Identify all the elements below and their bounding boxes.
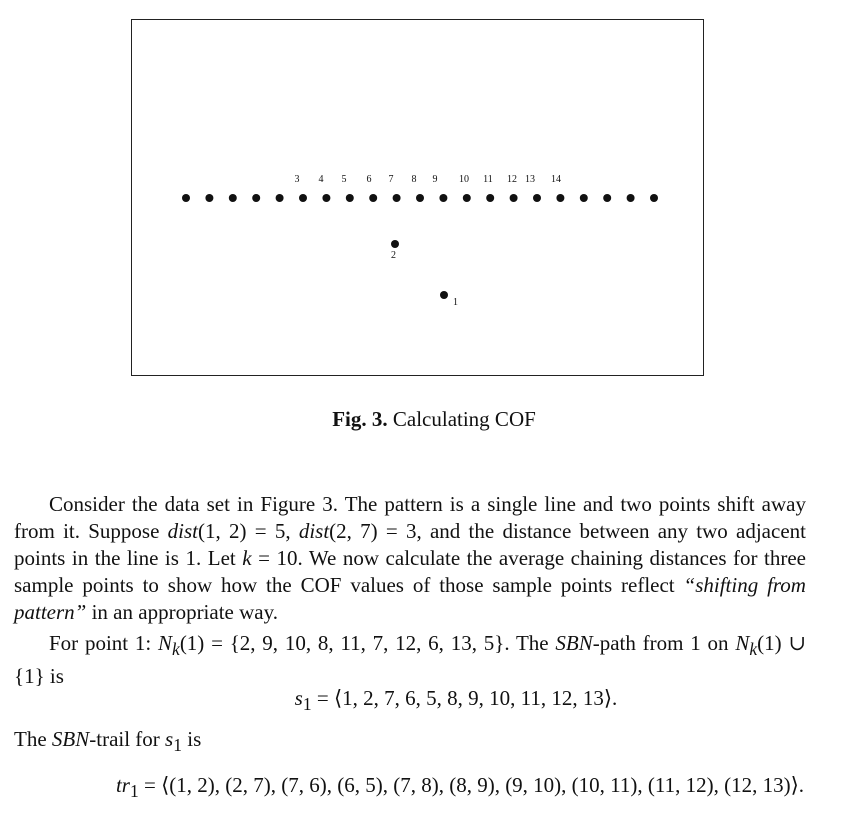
p3-text-c: is bbox=[181, 727, 202, 751]
line-point bbox=[556, 194, 564, 202]
line-point-label-14: 14 bbox=[551, 174, 561, 185]
point-1-label: 1 bbox=[453, 297, 458, 308]
eq2-rhs: = ⟨(1, 2), (2, 7), (7, 6), (6, 5), (7, 8), (8, 9), (9, 10), (10, 11), (11, 12), (12, 13)⟩. bbox=[138, 773, 805, 797]
line-point bbox=[229, 194, 237, 202]
eq1-sub: 1 bbox=[302, 694, 312, 715]
equation-s1 bbox=[22, 686, 868, 715]
p1-dist-b: dist bbox=[298, 519, 330, 543]
p2-text-d: (1) ∪ {1} is bbox=[14, 631, 806, 689]
eq1-rhs: = ⟨1, 2, 7, 6, 5, 8, 9, 10, 11, 12, 13⟩. bbox=[311, 686, 618, 710]
p1-text-b: (1, 2) = 5, bbox=[198, 519, 299, 543]
p2-text-b: (1) = {2, 9, 10, 8, 11, 7, 12, 6, 13, 5}. The bbox=[179, 631, 556, 655]
eq2-lhs: tr bbox=[115, 773, 130, 797]
p3-sub: 1 bbox=[173, 735, 182, 756]
p2-sbn: SBN bbox=[555, 631, 593, 655]
line-point-label-13: 13 bbox=[525, 174, 535, 185]
eq1-lhs: s bbox=[294, 686, 303, 710]
p1-emphasis: “shifting from pattern” bbox=[14, 573, 806, 624]
line-points bbox=[182, 194, 658, 202]
equation-tr1 bbox=[26, 773, 868, 802]
line-point bbox=[276, 194, 284, 202]
line-point-label-5: 5 bbox=[341, 174, 347, 185]
p2-n2: N bbox=[735, 631, 750, 655]
line-point-label-8: 8 bbox=[411, 174, 417, 185]
p1-text-c: (2, 7) = 3, and the distance between any two adjacent points in the line is 1. Let bbox=[14, 519, 806, 570]
point-2-label: 2 bbox=[391, 250, 396, 261]
p3-s: s bbox=[165, 727, 174, 751]
line-point bbox=[205, 194, 213, 202]
line-point bbox=[252, 194, 260, 202]
p3-text-b: -trail for bbox=[89, 727, 166, 751]
figure-caption bbox=[0, 407, 868, 432]
line-point-labels bbox=[295, 174, 562, 185]
line-point bbox=[182, 194, 190, 202]
p2-text-c: -path from 1 on bbox=[592, 631, 736, 655]
caption-text: Calculating COF bbox=[392, 407, 536, 431]
line-point bbox=[650, 194, 658, 202]
p2-text-a: For point 1: bbox=[49, 631, 159, 655]
line-point bbox=[533, 194, 541, 202]
p3-text-a: The bbox=[14, 727, 52, 751]
p1-text-e: in an appropriate way. bbox=[86, 600, 278, 624]
p2-sub-k2: k bbox=[749, 639, 758, 660]
line-point bbox=[463, 194, 471, 202]
line-point bbox=[603, 194, 611, 202]
point-1-dot bbox=[440, 291, 448, 299]
p1-dist-a: dist bbox=[167, 519, 198, 543]
line-point bbox=[393, 194, 401, 202]
line-point bbox=[439, 194, 447, 202]
p3-sbn: SBN bbox=[51, 727, 90, 751]
paragraph-1 bbox=[14, 491, 806, 626]
line-point bbox=[299, 194, 307, 202]
line-point bbox=[510, 194, 518, 202]
line-point-label-3: 3 bbox=[294, 174, 300, 185]
p1-text-a: Consider the data set in Figure 3. The pattern is a single line and two points shift away from it. Suppose bbox=[14, 492, 806, 543]
figure-3 bbox=[131, 19, 704, 376]
line-point bbox=[346, 194, 354, 202]
line-point bbox=[369, 194, 377, 202]
scatter-figure bbox=[132, 20, 703, 375]
line-point-label-4: 4 bbox=[318, 174, 324, 185]
line-point-label-6: 6 bbox=[366, 174, 372, 185]
line-point bbox=[580, 194, 588, 202]
eq2-sub: 1 bbox=[129, 781, 139, 802]
line-point bbox=[322, 194, 330, 202]
paragraph-3 bbox=[14, 726, 806, 759]
p2-sub-k: k bbox=[172, 639, 180, 660]
paragraph-2 bbox=[14, 630, 806, 690]
line-point-label-9: 9 bbox=[432, 174, 438, 185]
caption-label: Fig. 3. bbox=[332, 407, 388, 431]
line-point bbox=[486, 194, 494, 202]
line-point-label-10: 10 bbox=[459, 174, 469, 185]
line-point bbox=[627, 194, 635, 202]
line-point-label-11: 11 bbox=[483, 174, 493, 185]
p1-text-d: = 10. We now calculate the average chaining distances for three sample points to show how the COF values of those sample points reflect bbox=[14, 546, 806, 597]
p1-k: k bbox=[242, 546, 252, 570]
line-point-label-7: 7 bbox=[388, 174, 394, 185]
point-2-dot bbox=[391, 240, 399, 248]
line-point bbox=[416, 194, 424, 202]
p2-n: N bbox=[158, 631, 173, 655]
line-point-label-12: 12 bbox=[507, 174, 517, 185]
